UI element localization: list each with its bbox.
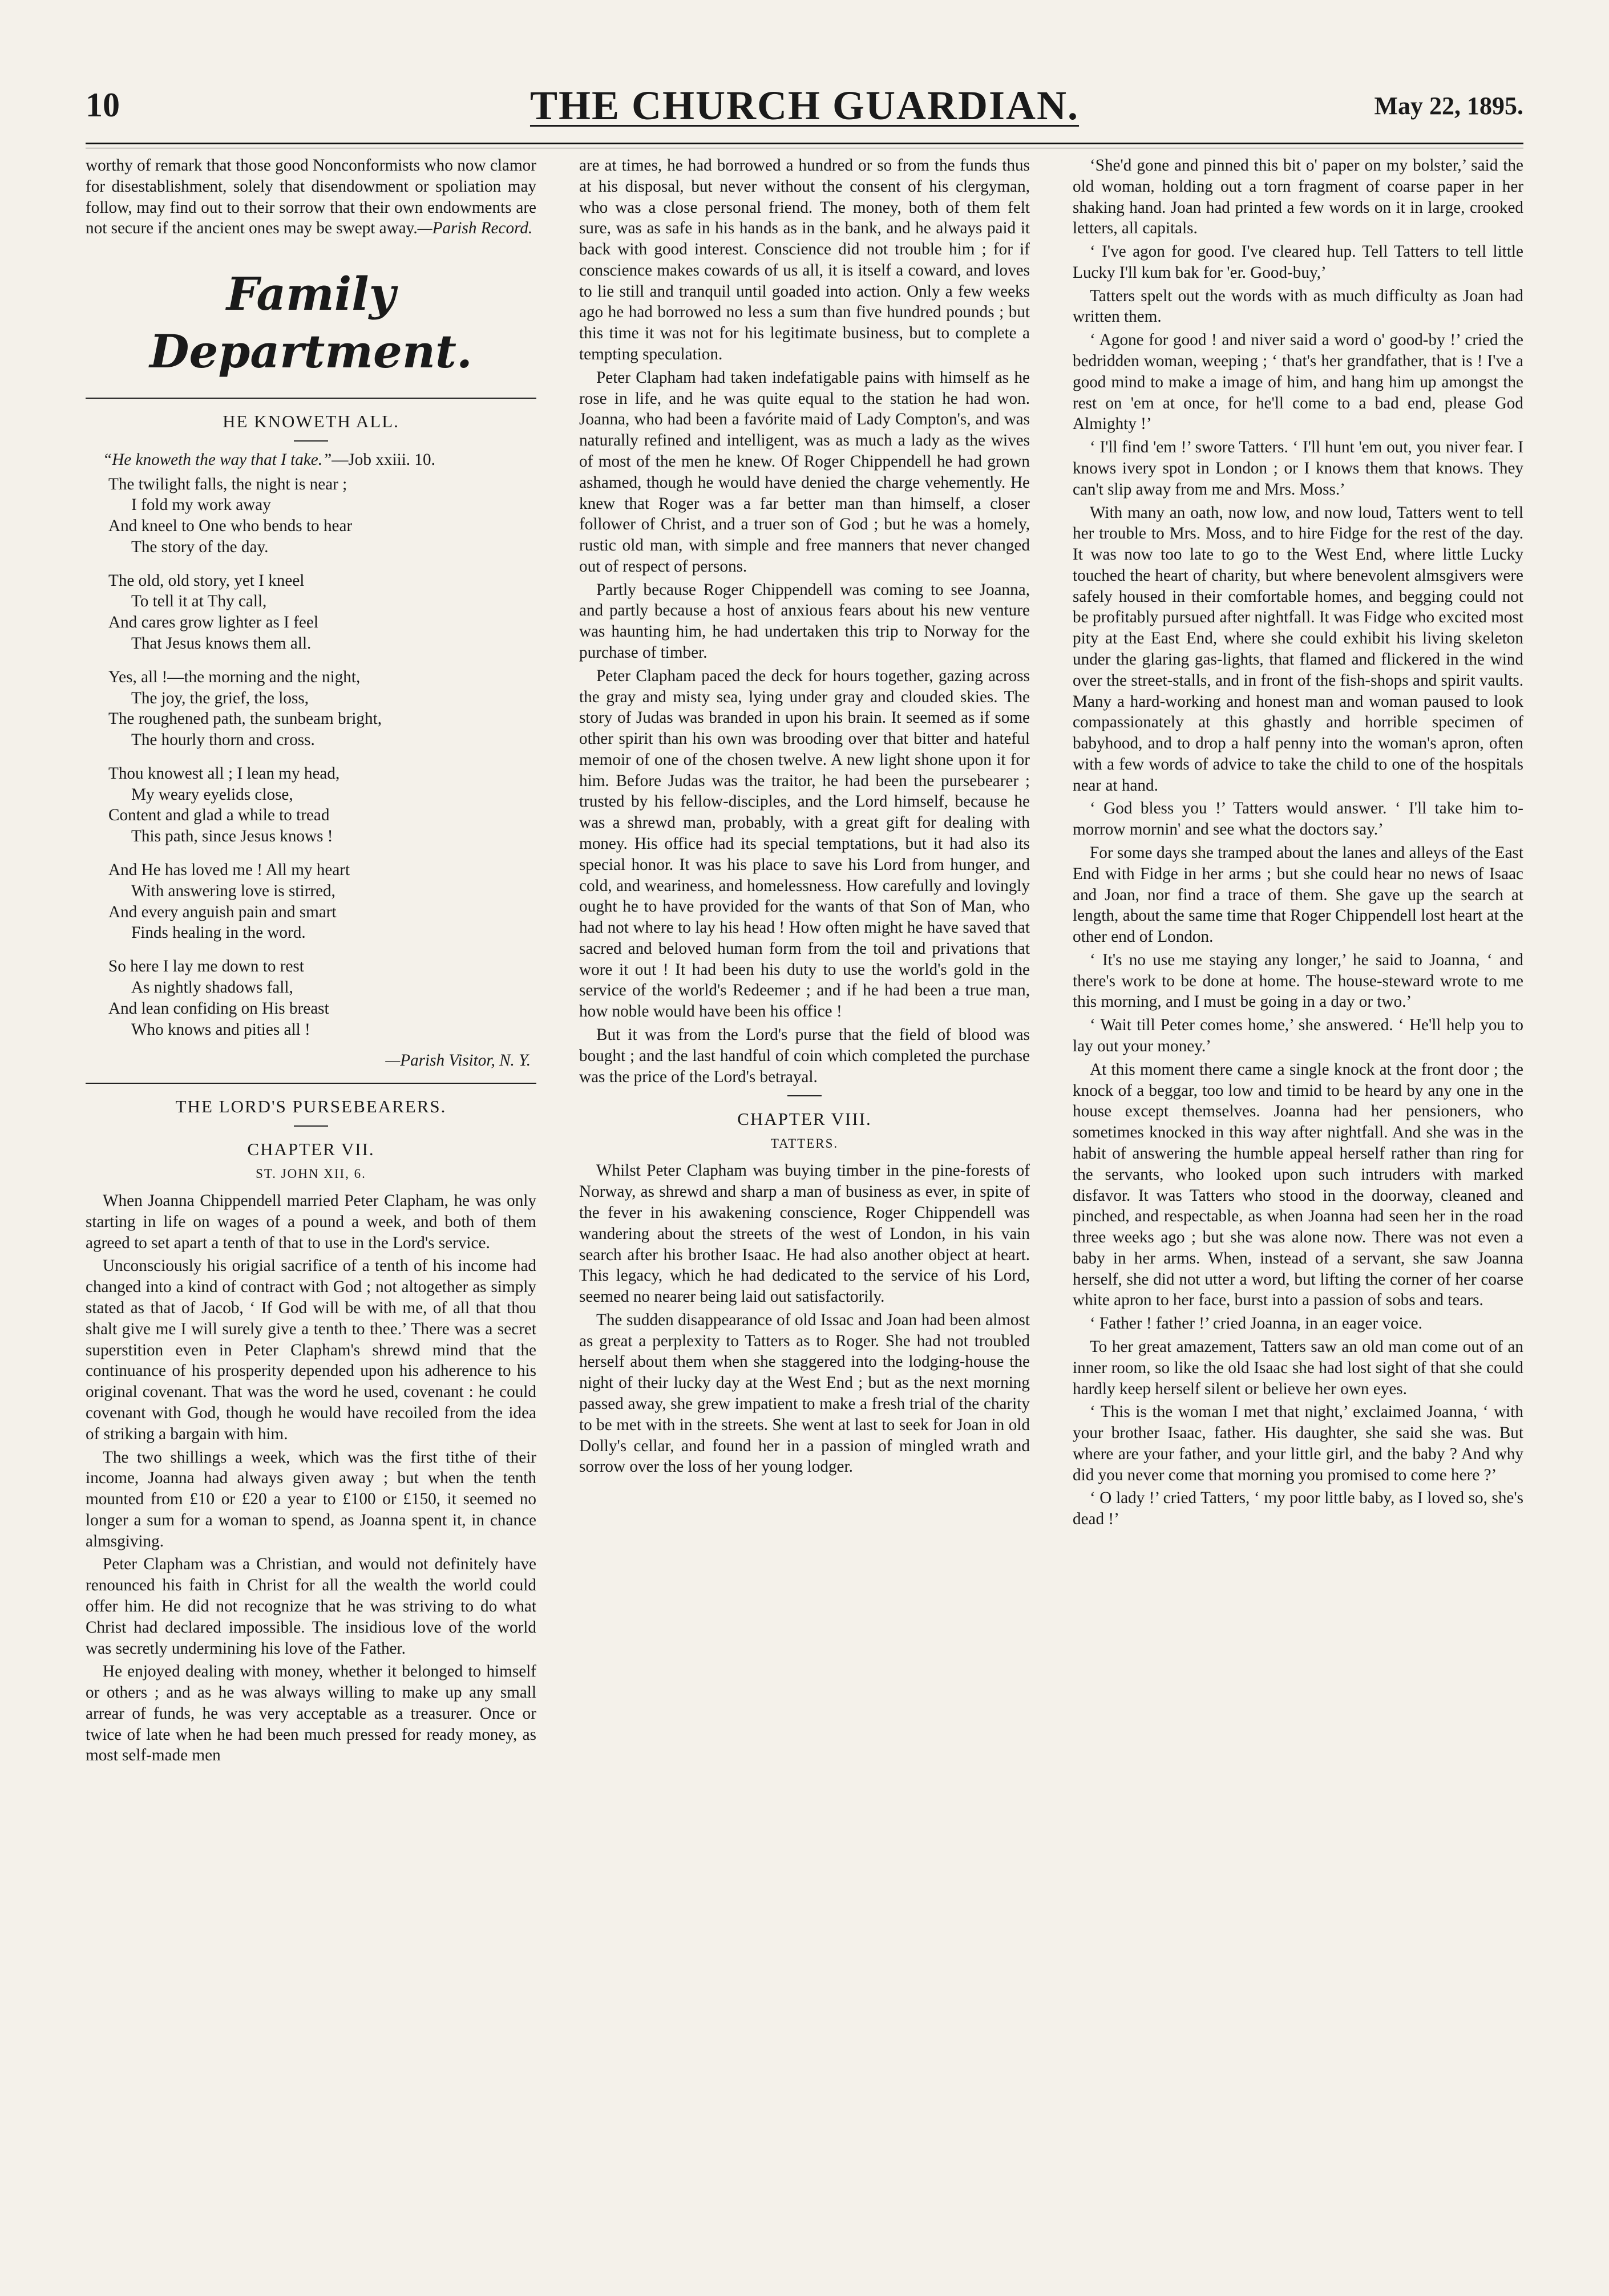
intro-paragraph [86, 155, 536, 239]
poem-line: And every anguish pain and smart [108, 902, 337, 921]
poem-line: And He has loved me ! All my heart [108, 861, 350, 880]
poem-line: Finds healing in the word. [131, 924, 306, 942]
column-2 [579, 155, 1030, 2226]
poem-line: Who knows and pities all ! [131, 1020, 310, 1039]
poem-line: The old, old story, yet I kneel [108, 571, 305, 590]
poem-stanza [108, 667, 536, 751]
story-paragraph: ‘ It's no use me staying any longer,’ he said to Joanna, ‘ and there's work to be done at home. The house-steward wrote to me this morning, and I must be going in a day or two.’ [1073, 950, 1523, 1011]
story-paragraph: Peter Clapham was a Christian, and would not definitely have renounced his faith in Christ for all the wealth the world could offer him. He did not recognize that he was striving to do what Christ had declared impossible. The insidious love of the world was secretly undermining his love of the Father. [86, 1555, 536, 1658]
story-paragraph: ‘ I'll find 'em !’ swore Tatters. ‘ I'll hunt 'em out, you niver fear. I knows ivery spot in London ; or I knows them that knows. They can't slip away from me and Mrs. Moss.’ [1073, 438, 1523, 499]
story-paragraph: ‘ God bless you !’ Tatters would answer. ‘ I'll take him to-morrow mornin' and see what the doctors say.’ [1073, 799, 1523, 839]
intro-source: —Parish Record. [417, 219, 533, 238]
poem-stanza [108, 474, 536, 558]
story-paragraph: Unconsciously his origial sacrifice of a tenth of his income had changed into a kind of contract with God ; not altogether as simply stated as that of Jacob, ‘ If God will be with me, of all that thou shalt give me I will surely give a tenth to thee.’ There was a secret superstition even in Peter Clapham's shrewd mind that the continuance of his prosperity depended upon his adherence to his original covenant. That was the word he used, covenant : he could covenant with God, though he would have recoiled from the idea of striking a bargain with him. [86, 1257, 536, 1443]
poem-line: I fold my work away [131, 496, 271, 515]
poem-title-rule [294, 440, 328, 442]
story-paragraph: ‘ I've agon for good. I've cleared hup. Tell Tatters to tell little Lucky I'll kum bak for 'er. Good-buy,’ [1073, 242, 1523, 282]
department-heading: Family Department. [149, 267, 472, 378]
story-paragraph: Peter Clapham had taken indefatigable pains with himself as he rose in life, and he was quite equal to the station he had won. Joanna, who had been a favórite maid of Lady Compton's, and was naturally refined and intelligent, was as much a lady as the wives of most of the men he knew. Of Roger Chippendell he had grown ashamed, though he would have denied the charge vehemently. He knew that Roger was a far better man than himself, a closer follower of Christ, and a truer son of God ; but he was a homely, rustic old man, with simple and free manners that never changed out of respect of persons. [579, 368, 1030, 576]
newspaper-title: THE CHURCH GUARDIAN. [529, 83, 1080, 128]
chapter-separator [787, 1095, 822, 1096]
epigraph-quote: “He knoweth the way that I take.” [103, 450, 332, 469]
poem-line: This path, since Jesus knows ! [131, 827, 333, 846]
story-paragraph: ‘ O lady !’ cried Tatters, ‘ my poor little baby, as I loved so, she's dead !’ [1073, 1489, 1523, 1529]
story-title-rule [294, 1125, 328, 1127]
poem-stanza [108, 956, 536, 1040]
poem-line: And lean confiding on His breast [108, 999, 329, 1018]
story-paragraph: ‘ Agone for good ! and niver said a word o' good-by !’ cried the bedridden woman, weeping ; ‘ that's her grandfather, that is ! I've a good mind to make a image of him, and hang him up amongst the rest on 'em at once, for he'll come to a bad end, please God Almighty !’ [1073, 331, 1523, 434]
poem-line: Content and glad a while to tread [108, 806, 330, 825]
poem-line: The story of the day. [131, 537, 269, 556]
poem-line: Yes, all !—the morning and the night, [108, 667, 361, 686]
poem-line: With answering love is stirred, [131, 881, 335, 900]
epigraph-reference: —Job xxiii. 10. [331, 450, 435, 469]
column-1 [86, 155, 536, 2226]
story-paragraph: ‘ Wait till Peter comes home,’ she answered. ‘ He'll help you to lay out your money.’ [1073, 1016, 1523, 1056]
story-paragraph: But it was from the Lord's purse that the field of blood was bought ; and the last handful of coin which completed the purchase was the price of the Lord's betrayal. [579, 1026, 1030, 1086]
story-paragraph: ‘ Father ! father !’ cried Joanna, in an eager voice. [1090, 1314, 1422, 1333]
story-paragraph: He enjoyed dealing with money, whether it belonged to himself or others ; and as he was always willing to make up any small arrear of funds, he was very acceptable as a treasurer. Once or twice of late when he had been much pressed for ready money, as most self-made men [86, 1662, 536, 1765]
poem-body [108, 474, 536, 1040]
story-paragraph: Tatters spelt out the words with as much difficulty as Joan had written them. [1073, 286, 1523, 326]
page-number: 10 [86, 86, 120, 124]
poem-line: To tell it at Thy call, [131, 592, 267, 611]
story-paragraph: Partly because Roger Chippendell was coming to see Joanna, and partly because a host of anxious fears about his new venture was haunting him, he had undertaken this trip to Norway for the purchase of timber. [579, 580, 1030, 662]
story-paragraph: ‘ This is the woman I met that night,’ exclaimed Joanna, ‘ with your brother Isaac, father. His daughter, she said she was. But where are your father, and your little girl, and the baby ? And why did you never come that morning you promised to come here ?’ [1073, 1403, 1523, 1484]
story-paragraph: Peter Clapham paced the deck for hours together, gazing across the gray and misty sea, lying under gray and clouded skies. The story of Judas was branded in upon his brain. It seemed as if some other spirit than his own was brooding over that bitter and hateful memoir of one of the chosen twelve. A new light shone upon it for him. Before Judas was the traitor, he had been the pursebearer ; trusted by his fellow-disciples, and the Lord himself, because he was a shrewd man, probably, with a great gift for dealing with money. His office had its special temptations, but it had also its special honor. It was his place to save his Lord from hunger, and cold, and weariness, and homelessness. How carefully and lovingly ought he to have provided for the wants of that Son of Man, who had not where to lay his head ! How often might he have saved that sacred and beloved human form from the toil and privations that wore it out ! It had been his duty to use the world's gold in the service of the world's Redeemer ; and if he had been a true man, how noble would have been his office ! [579, 666, 1030, 1021]
poem-stanza [108, 763, 536, 847]
poem-line: The joy, the grief, the loss, [131, 689, 309, 707]
poem-stanza [108, 570, 536, 654]
poem-line: The hourly thorn and cross. [131, 731, 315, 750]
story-paragraph: To her great amazement, Tatters saw an old man come out of an inner room, so like the old Isaac she had lost sight of that she could hardly keep herself silent or believe her own eyes. [1073, 1337, 1523, 1398]
page-header [86, 83, 1523, 143]
poem-line: The roughened path, the sunbeam bright, [108, 710, 382, 728]
poem-line: That Jesus knows them all. [131, 634, 312, 653]
story-paragraph: The sudden disappearance of old Issac and Joan had been almost as great a perplexity to Tatters as to Roger. She had not troubled herself about them when she staggered into the lodging-house the night of their lucky day at the West End ; but as the next morning passed away, she grew impatient to make a fresh trial of the charity to be met with in the streets. She went at last to seek for Joan in old Dolly's cellar, and found her in a passion of mingled wrath and sorrow over the loss of her young lodger. [579, 1310, 1030, 1476]
story-paragraph: When Joanna Chippendell married Peter Clapham, he was only starting in life on wages of a pound a week, and both of them agreed to set apart a tenth of that to use in the Lord's service. [86, 1192, 536, 1252]
chapter-heading: CHAPTER VII. [247, 1139, 375, 1160]
chapter-subheading: TATTERS. [770, 1136, 839, 1151]
department-rule [86, 398, 536, 399]
poem-line: And kneel to One who bends to hear [108, 517, 353, 536]
poem-title: HE KNOWETH ALL. [223, 411, 399, 431]
chapter-heading: CHAPTER VIII. [737, 1109, 872, 1129]
poem-line: My weary eyelids close, [131, 785, 293, 804]
section-rule [86, 1083, 536, 1084]
issue-date: May 22, 1895. [1374, 92, 1523, 120]
story-paragraph: At this moment there came a single knock at the front door ; the knock of a beggar, too low and timid to be heard by any one in the house except themselves. Joanna had her pensioners, who sometimes knocked in this way after nightfall. And she was in the habit of answering the humble appeal herself rather than ring for the servants, who looked upon such intruders with marked disfavor. It was Tatters who stood in the doorway, cleaned and pinched, and respectable, as when Joanna had seen her in the road three weeks ago ; but she was alone now. There was not even a baby in her arms. When, instead of a servant, she saw Joanna herself, she did not utter a word, but lifting the corner of her coarse white apron to her face, burst into a passion of sobs and tears. [1073, 1060, 1523, 1310]
poem-attribution: —Parish Visitor, N. Y. [385, 1051, 531, 1070]
story-paragraph: are at times, he had borrowed a hundred or so from the funds thus at his disposal, but never without the consent of his clergyman, who was a close personal friend. The money, both of them felt sure, was as safe in his hands as in the bank, and he always paid it back with good interest. Conscience did not trouble him ; for if conscience makes cowards of us all, it is itself a coward, and loves to lie still and tranquil until goaded into action. Only a few weeks ago he had borrowed no less a sum than five hundred pounds ; but this time it was not for his legitimate business, but to complete a tempting speculation. [579, 156, 1030, 364]
header-rule [86, 143, 1523, 148]
intro-text: worthy of remark that those good Nonconformists who now clamor for disestablishment, solely that disendowment or spoliation may follow, may find out to their sorrow that their own endowments are not secure if the ancient ones may be swept away. [86, 156, 536, 238]
chapter-subheading: ST. JOHN XII, 6. [256, 1167, 366, 1181]
poem-line: Thou knowest all ; I lean my head, [108, 764, 340, 783]
column-3 [1073, 155, 1523, 2226]
poem-stanza [108, 860, 536, 943]
story-title: THE LORD'S PURSEBEARERS. [175, 1096, 447, 1117]
poem-line: And cares grow lighter as I feel [108, 613, 318, 632]
poem-epigraph [86, 450, 536, 471]
story-paragraph: Whilst Peter Clapham was buying timber in the pine-forests of Norway, as shrewd and sharp a man of business as ever, in spite of the fever in his awakening conscience, Roger Chippendell was wandering about the streets of the west of London, in his vain search after his brother Isaac. He had also another object at heart. This legacy, which he had dedicated to the service of his Lord, seemed no nearer being laid out satisfactorily. [579, 1161, 1030, 1306]
story-paragraph: ‘She'd gone and pinned this bit o' paper on my bolster,’ said the old woman, holding out a torn fragment of coarse paper in her shaking hand. Joan had printed a few words on it in large, crooked letters, all capitals. [1073, 156, 1523, 238]
story-paragraph: The two shillings a week, which was the first tithe of their income, Joanna had always given away ; but when the tenth mounted from £10 or £20 a year to £100 or £150, it seemed no longer a sum for a woman to spend, as Joanna spent it, in chance almsgiving. [86, 1448, 536, 1550]
story-paragraph: For some days she tramped about the lanes and alleys of the East End with Fidge in her arms ; but she could hear no news of Isaac and Joan, nor find a trace of them. She gave up the search at length, about the same time that Roger Chippendell lost heart at the other end of London. [1073, 844, 1523, 946]
poem-line: The twilight falls, the night is near ; [108, 475, 347, 493]
poem-line: So here I lay me down to rest [108, 957, 304, 976]
poem-line: As nightly shadows fall, [131, 978, 293, 997]
story-paragraph: With many an oath, now low, and now loud, Tatters went to tell her trouble to Mrs. Moss, and to hire Fidge for the rest of the day. It was now too late to go to the West End, where little Lucky touched the heart of charity, but where benevolent almsgivers were safely housed in their comfortable homes, and begging could not be profitably pursued after nightfall. It was Fidge who excited most pity at the East End, where she could exhibit his living skeleton under the glaring gas-lights, that flamed and flickered in the wind over the street-stalls, and in front of the fish-shops and spirit vaults. Many a hard-working and honest man and woman paused to look compassionately at this ghastly and horrible specimen of babyhood, and to drop a half penny into the woman's apron, often with a few words of advice to take the child to one of the hospitals near at hand. [1073, 503, 1523, 795]
